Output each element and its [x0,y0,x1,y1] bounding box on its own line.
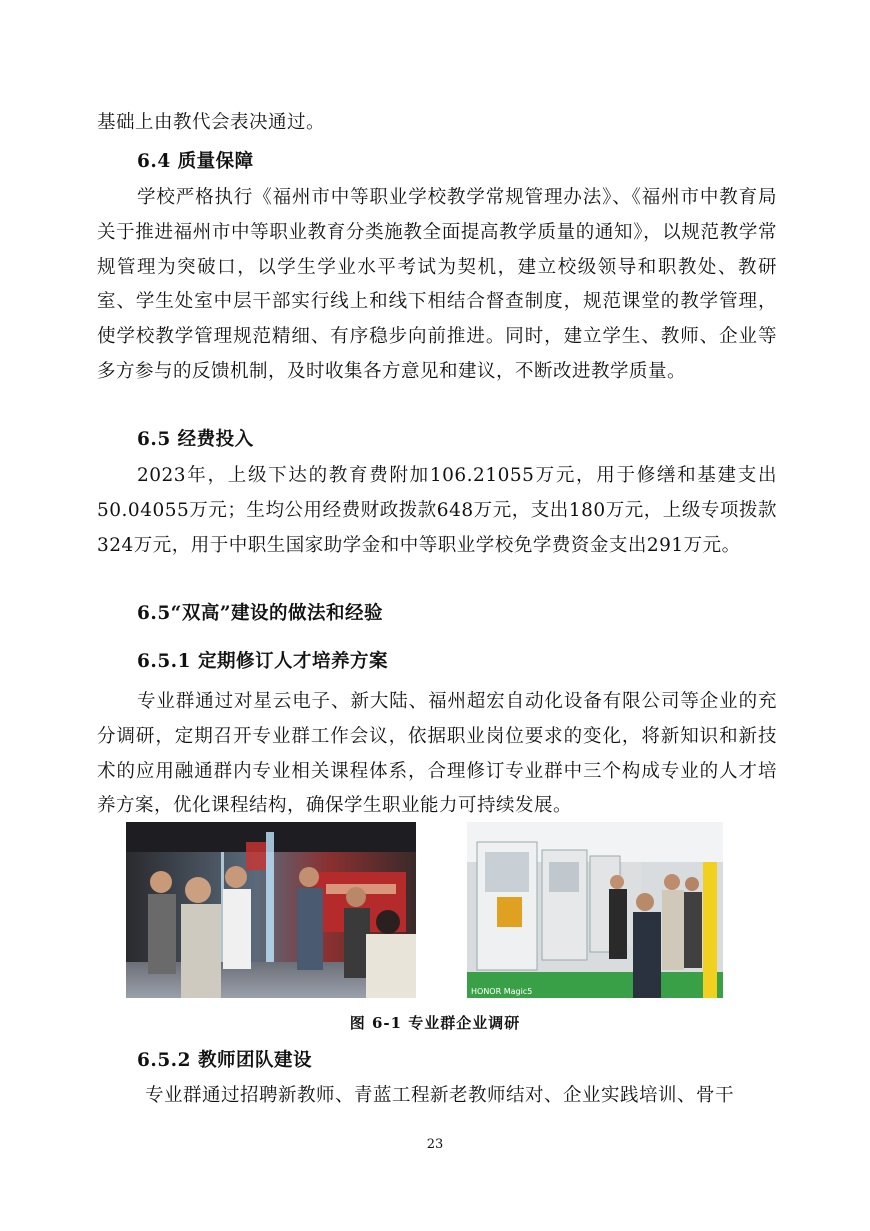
paragraph-talent-plan: 专业群通过对星云电子、新大陆、福州超宏自动化设备有限公司等企业的充分调研，定期召开专业群工作会议，依据职业岗位要求的变化，将新知识和新技术的应用融通群内专业相关课程体系，合理修订专业群中三个构成专业的人才培养方案，优化课程结构，确保学生职业能力可持续发展。 [97,691,777,817]
paragraph-funding: 2023年，上级下达的教育费附加106.21055万元，用于修缮和基建支出50.04055万元；生均公用经费财政拨款648万元，支出180万元，上级专项拨款324万元，用于中职生国家助学金和中等职业学校免学费资金支出291万元。 [97,465,777,556]
heading-6-5-shuanggao: 6.5“双高”建设的做法和经验 [137,603,383,624]
photo-company-visit-production-line [467,822,723,998]
paragraph-quality-assurance: 学校严格执行《福州市中等职业学校教学常规管理办法》、《福州市中教育局关于推进福州市中等职业教育分类施教全面提高教学质量的通知》，以规范教学常规管理为突破口，以学生学业水平考试为契机，建立校级领导和职教处、教研室、学生处室中层干部实行线上和线下相结合督查制度，规范课堂的教学管理，使学校教学管理规范精细、有序稳步向前推进。同时，建立学生、教师、企业等多方参与的反馈机制，及时收集各方意见和建议，不断改进教学质量。 [97,187,777,382]
heading-6-5-2: 6.5.2 教师团队建设 [137,1050,312,1071]
heading-6-5-1: 6.5.1 定期修订人才培养方案 [137,651,388,672]
paragraph-teacher-team: 专业群通过招聘新教师、青蓝工程新老教师结对、企业实践培训、骨干 [145,1085,735,1106]
figure-caption: 图 6-1 专业群企业调研 [349,1014,521,1032]
page-number: 23 [426,1137,444,1152]
paragraph-continuation: 基础上由教代会表决通过。 [97,112,326,133]
heading-6-5: 6.5 经费投入 [137,429,254,450]
photo-company-visit-showroom [126,822,416,998]
heading-6-4: 6.4 质量保障 [137,151,254,172]
photo-watermark: HONOR Magic5 [471,987,533,996]
